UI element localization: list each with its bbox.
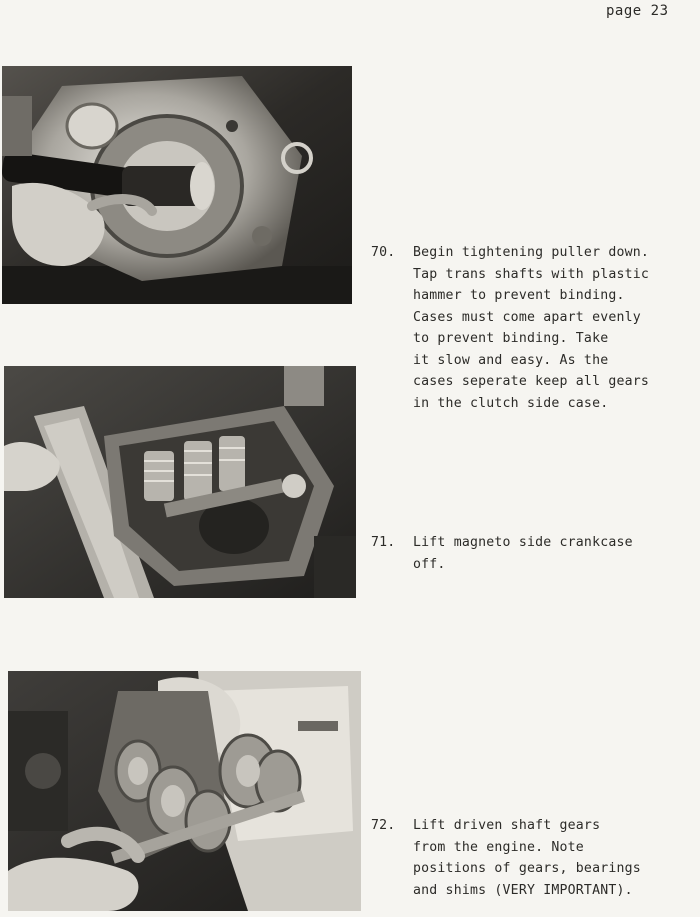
step-70	[371, 242, 696, 414]
step-line: from the engine. Note	[413, 839, 584, 855]
step-72	[371, 815, 696, 901]
step-number: 72.	[371, 818, 396, 833]
step-line: to prevent binding. Take	[413, 331, 609, 346]
step-text	[413, 532, 633, 575]
puller-on-crankcase-photo	[2, 66, 352, 304]
step-line: Lift magneto side crankcase	[413, 535, 633, 550]
step-text	[413, 815, 641, 901]
step-line: it slow and easy. As the	[413, 352, 609, 368]
page-number: page 23	[606, 3, 669, 19]
step-71	[371, 532, 696, 575]
step-text	[413, 242, 649, 414]
step-line: positions of gears, bearings	[413, 861, 641, 876]
step-line: cases seperate keep all gears	[413, 374, 650, 389]
step-line: and shims (VERY IMPORTANT).	[413, 882, 633, 898]
step-line: Begin tightening puller down.	[413, 245, 650, 260]
step-line: Cases must come apart evenly	[413, 309, 641, 325]
crankcase-separated-photo	[4, 366, 356, 598]
step-number: 70.	[371, 245, 396, 260]
step-line: in the clutch side case.	[413, 395, 609, 411]
step-line: off.	[413, 556, 446, 572]
step-number: 71.	[371, 535, 396, 550]
step-line: Lift driven shaft gears	[413, 818, 601, 833]
driven-shaft-gears-photo	[8, 671, 361, 911]
step-line: hammer to prevent binding.	[413, 288, 625, 303]
step-line: Tap trans shafts with plastic	[413, 266, 650, 282]
